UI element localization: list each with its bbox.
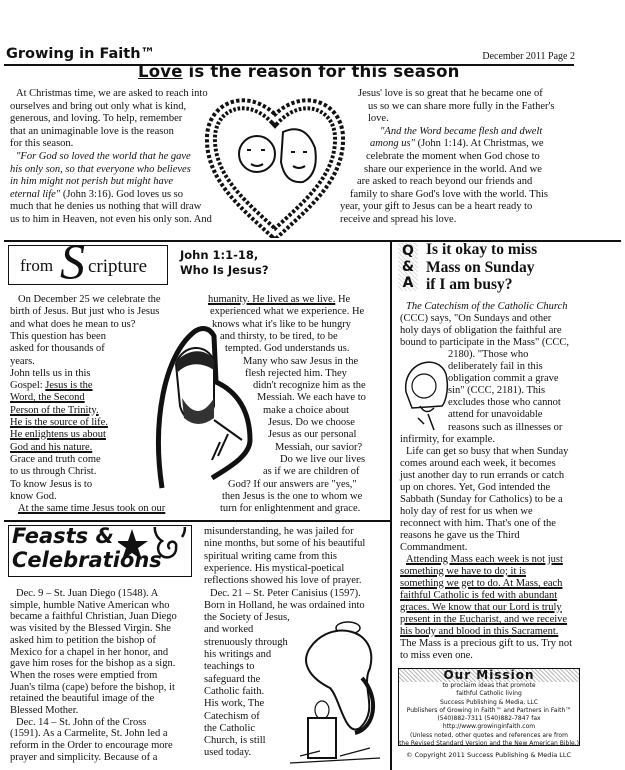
text-line: ourselves and bring out only what is kind, (10, 100, 187, 112)
text-line: birth of Jesus. But just who is Jesus (10, 306, 160, 318)
text-line: asked for thousands of (10, 343, 105, 355)
text-line: to us through Christ. (10, 466, 97, 478)
underlined-text: something we have to do; it is (400, 566, 526, 578)
text-line: was visited by the Blessed Virgin. She (10, 623, 171, 635)
text-line: safeguard the (204, 673, 261, 685)
text-line: generous, and loving. To help, remember (10, 113, 183, 125)
italic-text: The Catechism of the Catholic Church (406, 301, 568, 312)
text-line: used today. (204, 747, 252, 759)
text-line (10, 392, 85, 404)
text-line: Dec. 21 – St. Peter Canisius (1597). (210, 587, 361, 599)
text-line (406, 554, 563, 566)
candle-illustration (290, 618, 385, 768)
text-line: 2180). "Those who (448, 349, 529, 361)
text-line: much that he denies us nothing that will draw (10, 201, 202, 213)
text-line (370, 138, 544, 150)
text-line: holy days of obligation the faithful are (400, 325, 562, 337)
our-mission-box (398, 668, 580, 746)
star-spiral-icon (118, 527, 190, 571)
text-line (10, 164, 191, 176)
text-line: know God. (10, 490, 57, 502)
text-line (10, 176, 173, 188)
text-line: love. (368, 113, 389, 125)
text-line: Catechism of (204, 710, 260, 722)
text-line (406, 301, 567, 313)
underlined-text: something we get to do. At Mass, each (400, 578, 563, 590)
text-line: and worked (204, 624, 254, 636)
italic-text: "And the Word became flesh and dwelt (380, 125, 543, 137)
text-line: celebrate the moment when God chose to (366, 151, 540, 162)
text-line: simple, humble Native American who (10, 599, 170, 611)
text-line: Sabbath (Sunday for Catholics) to be a (400, 493, 563, 505)
feasts-title-line: Feasts & (12, 524, 114, 548)
text-line (10, 429, 106, 441)
scripture-heading (180, 248, 269, 278)
text-line: gave him roses for the bishop as a sign. (10, 658, 176, 670)
title-underlined: Love (138, 62, 183, 81)
underlined-text: Person of the Trinity. (10, 404, 99, 416)
text-line: experienced what we experience. He (210, 306, 365, 318)
underlined-text: God and his nature. (10, 441, 93, 453)
italic-text: in him might not perish but might have (10, 176, 174, 188)
text-line: Many who saw Jesus in the (243, 355, 359, 367)
text-line: To know Jesus is to (10, 478, 93, 490)
text-line: Grace and truth come (10, 453, 101, 465)
text-line: reform in the Order to encourage more (10, 740, 173, 752)
underlined-text: Jesus is the (45, 380, 93, 392)
qa-badge-icon (398, 243, 418, 291)
text-line: receive and spread his love. (340, 214, 457, 225)
text-line: reconnect with him. That's one of the (400, 517, 556, 529)
text-line: us to him in Heaven, not even his only son. And (10, 214, 212, 225)
underlined-text: graces. We know that our Lord is truly (400, 602, 562, 614)
text-line (400, 566, 526, 578)
text-line: Juan's tilma (cape) before the bishop, it (10, 681, 175, 693)
text-line: John tells us in this (10, 367, 91, 379)
text-line: and thirsty, to be tired, to be (220, 330, 338, 342)
underlined-text: Word, the Second (10, 392, 85, 404)
text-line: reasons he gave us the Third (400, 529, 520, 541)
underlined-text: At the same time Jesus took on our (18, 503, 166, 515)
text-line: reflections showed his love of prayer. (204, 575, 362, 587)
text-line: flesh rejected him. They (245, 367, 347, 379)
text-line: year, your gift to Jesus can be a heart ready to (340, 201, 533, 213)
qa-title-line: Mass on Sunday (426, 258, 535, 276)
text-line: Catholic faith. (204, 685, 265, 697)
title-rest: is the reason for this season (182, 62, 460, 81)
qa-badge-a: A (402, 275, 414, 291)
underlined-text: his body and blood in this Sacrament. (400, 626, 559, 638)
mission-line: faithful Catholic living (456, 690, 522, 698)
italic-text: his only son, so that everyone who believes (10, 163, 191, 175)
wreath-heart-illustration (205, 86, 345, 238)
masthead: Growing in Faith™ (6, 46, 156, 62)
text-line: the Society of Jesus, (204, 612, 290, 624)
text-line: Messiah. We each have to (257, 392, 366, 404)
text-line: Dec. 14 – St. John of the Cross (16, 716, 147, 728)
text-line: us so we can share more fully in the Father's (368, 100, 555, 112)
text-line: Messiah, our savior? (275, 441, 363, 453)
text-segment: Gospel: (10, 380, 46, 392)
mission-title: Our Mission (399, 669, 579, 682)
text-line: Mexico for a chapel in her honor, and (10, 646, 169, 658)
qa-title-line: if I am busy? (426, 276, 513, 293)
text-line: Life can get so busy that when Sunday (406, 445, 569, 457)
text-line: turn for enlightenment and grace. (220, 503, 361, 515)
text-line: bound to participate in the Mass" (CCC, (400, 337, 570, 349)
text-line (10, 380, 93, 392)
logo-S: S (60, 233, 85, 289)
text-line: then Jesus is the one to whom we (222, 490, 363, 502)
text-segment: (John 1:14). At Christmas, we (414, 138, 544, 150)
text-line: holy day of rest for us when we (400, 505, 533, 517)
logo-from: from (20, 256, 54, 275)
text-line: Jesus as our personal (268, 429, 357, 441)
article-title (138, 62, 460, 81)
text-line (400, 578, 562, 590)
text-line: experience. His mystical-poetical (204, 562, 345, 574)
text-line (380, 126, 542, 138)
text-line: asked him to petition the bishop of (10, 634, 156, 646)
qa-title-line: Is it okay to miss (426, 241, 538, 258)
underlined-text: humanity. He lived as we live. (208, 294, 336, 305)
text-line: family to share God's love with the world. This (350, 188, 548, 200)
text-line: the Catholic (204, 722, 256, 734)
text-line: spiritual writing came from this (204, 550, 337, 562)
mission-line: (540)882-7311 (540)882-7847 fax (437, 715, 541, 723)
text-line: infirmity, for example. (400, 433, 495, 445)
text-line: obligation commit a grave (448, 373, 559, 385)
text-line (16, 151, 191, 163)
section-divider (4, 520, 390, 522)
issue-date-page: December 2011 Page 2 (482, 51, 575, 62)
column-divider (390, 240, 392, 770)
text-line: (1591). As a Carmelite, St. John led a (10, 728, 168, 740)
text-line (18, 503, 165, 515)
text-line: for this season. (10, 138, 74, 150)
text-line: as if we are children of (263, 466, 360, 478)
text-line: When the roses were emptied from (10, 669, 158, 681)
qa-badge-amp: & (401, 259, 415, 275)
text-line (208, 294, 350, 306)
scripture-reference: John 1:1-18, (180, 248, 259, 262)
text-line: and what does he mean to us? (10, 318, 136, 330)
text-line: to miss even one. (400, 650, 473, 662)
text-line: up on chores. Yet, God intended the (400, 481, 551, 493)
text-line: reasons such as illnesses or (448, 421, 563, 433)
underlined-text: faithful Catholic is fed with abundant (400, 590, 558, 602)
feasts-title-line: Celebrations (12, 548, 162, 572)
text-line: Jesus. Do we choose (268, 417, 355, 428)
mission-line: to proclaim ideas that promote (442, 682, 536, 689)
mission-line: (Unless noted, other quotes and references are from (410, 731, 568, 739)
text-line (10, 417, 108, 429)
text-line: misunderstanding, he was jailed for (204, 526, 354, 537)
text-line: became a faithful Christian, Juan Diego (10, 611, 177, 623)
italic-text: eternal life" (10, 188, 61, 200)
text-line: tempted. God understands us. (225, 343, 350, 355)
copyright: © Copyright 2011 Success Publishing & Media LLC (406, 751, 572, 759)
text-line: didn't recognize him as the (253, 380, 366, 392)
text-line: knows what it's like to be hungry (212, 318, 351, 330)
text-line (400, 626, 558, 638)
text-line: Commandment. (400, 542, 468, 553)
text-line: On December 25 we celebrate the (18, 294, 161, 305)
text-line: comes around each week, it becomes (400, 457, 556, 469)
jesus-illustration (130, 312, 260, 492)
underlined-text: Attending Mass each week is not just (406, 554, 563, 566)
underlined-text: He enlightens us about (10, 429, 106, 441)
mission-line: the Revised Standard Version and the New American Bible.) (399, 740, 579, 748)
italic-text: among us" (370, 138, 415, 150)
underlined-text: present in the Eucharist, and we receive (400, 614, 568, 626)
mission-link[interactable]: http://www.growinginfaith.com (442, 723, 536, 731)
text-line: At Christmas time, we are asked to reach into (16, 88, 208, 99)
text-line: Do we live our lives (280, 453, 366, 465)
text-line: sin" (CCC, 2181). This (448, 385, 546, 397)
qa-question-title (426, 241, 537, 294)
text-line: share our experience in the world. And we (364, 163, 542, 175)
text-line (400, 590, 557, 602)
text-line (10, 189, 183, 201)
italic-text: "For God so loved the world that he gave (16, 151, 191, 162)
text-line: prayer and simplicity. Because of a (10, 751, 158, 763)
text-line (10, 442, 92, 454)
text-line: Jesus' love is so great that he became one of (358, 88, 543, 99)
text-line: retained the beautiful image of the (10, 693, 155, 705)
text-line: nine months, but some of his beautiful (204, 538, 366, 550)
text-line: years. (10, 355, 35, 367)
text-line: His work, The (204, 698, 265, 710)
text-line: excludes those who cannot (448, 397, 561, 409)
text-line: deliberately fail in this (448, 361, 543, 373)
text-line: attend for unavoidable (448, 409, 543, 421)
text-segment: (John 3:16). God loves us so (60, 188, 183, 200)
mission-line: Success Publishing & Media, LLC (440, 698, 538, 706)
text-line: just another day to run errands or catch (400, 469, 565, 481)
logo-cripture: cripture (88, 256, 148, 277)
text-line: Church, is still (204, 735, 266, 747)
text-line: strenuously through (204, 636, 288, 648)
text-line: make a choice about (263, 404, 349, 416)
text-line: are asked to reach beyond our friends and (357, 176, 533, 188)
text-line: that an unimaginable love is the reason (10, 125, 174, 137)
text-line (10, 405, 99, 417)
underlined-text: He is the source of life. (10, 417, 108, 428)
text-segment: He (335, 294, 351, 305)
text-line: Blessed Mother. (10, 705, 79, 716)
text-line: his writings and (204, 649, 272, 660)
text-line: Born in Holland, he was ordained into (204, 599, 365, 611)
qa-badge-q: Q (402, 243, 414, 259)
text-line: teachings to (204, 661, 255, 673)
text-line (400, 602, 562, 614)
text-line (400, 614, 567, 626)
scripture-question: Who Is Jesus? (180, 263, 269, 277)
text-line: Dec. 9 – St. Juan Diego (1548). A (16, 588, 159, 599)
text-line: (CCC) says, "On Sundays and other (400, 313, 552, 325)
text-line: God? If our answers are "yes," (228, 478, 357, 490)
text-line: The Mass is a precious gift to us. Try not (400, 638, 573, 650)
text-line: This question has been (10, 330, 106, 342)
girl-illustration (398, 352, 450, 434)
mission-line: Publishers of Growing in Faith™ and Partners in Faith™ (406, 706, 572, 714)
